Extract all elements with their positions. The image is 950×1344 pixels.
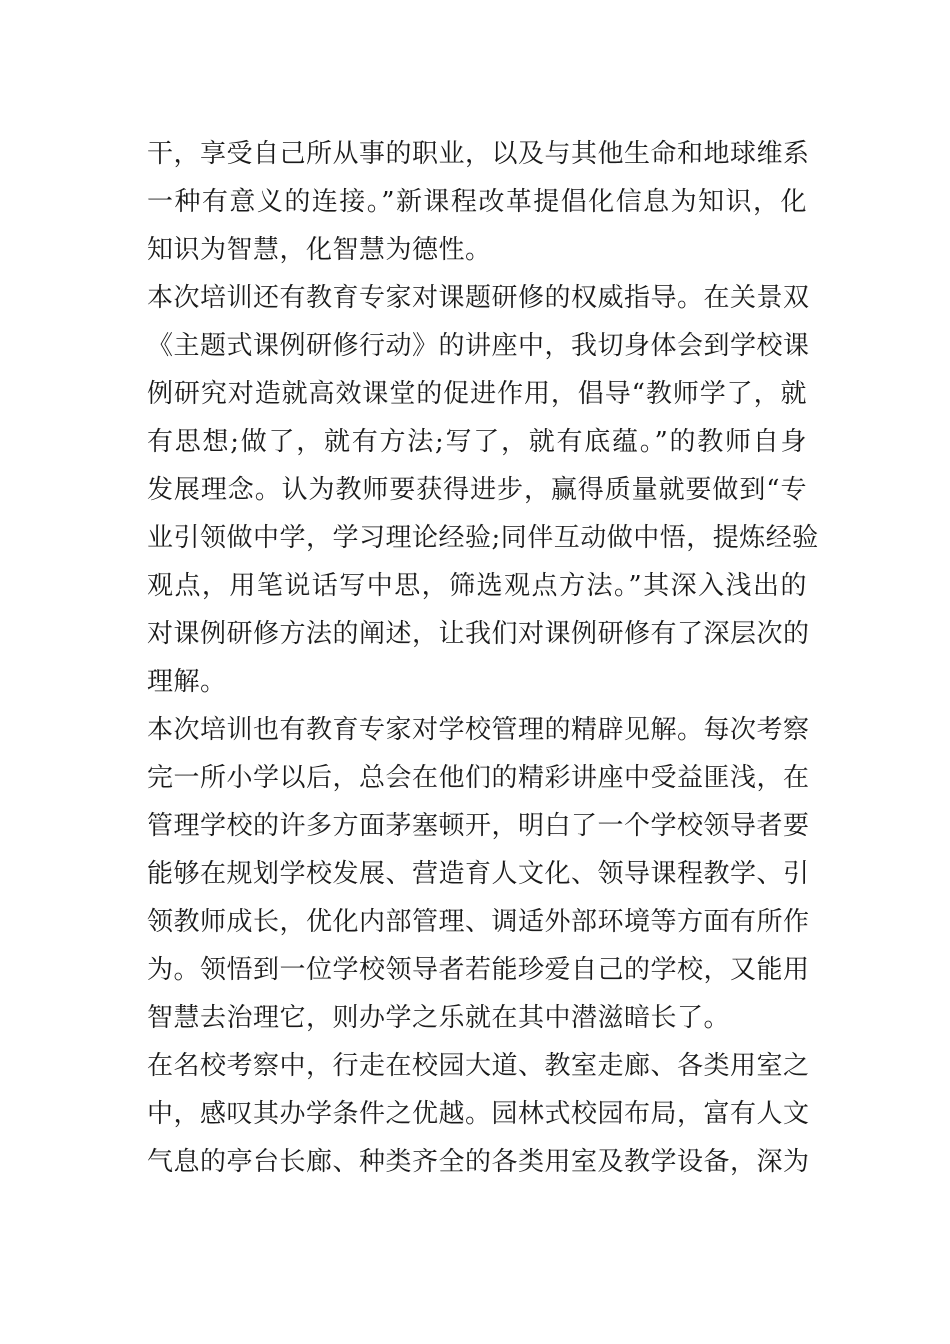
text-line: 管理学校的许多方面茅塞顿开，明白了一个学校领导者要 [147,811,810,841]
text-line: 在名校考察中，行走在校园大道、教室走廊、各类用室之 [147,1051,810,1081]
text-line: 知识为智慧，化智慧为德性。 [147,235,492,265]
text-line: 一种有意义的连接。”新课程改革提倡化信息为知识，化 [147,187,807,217]
text-line: 领教师成长，优化内部管理、调适外部环境等方面有所作 [147,907,810,937]
text-line: 理解。 [147,667,227,697]
text-line: 智慧去治理它，则办学之乐就在其中潜滋暗长了。 [147,1003,731,1033]
paragraph-2 [147,274,819,706]
text-line: 能够在规划学校发展、营造育人文化、领导课程教学、引 [147,859,810,889]
text-line: 本次培训还有教育专家对课题研修的权威指导。在关景双 [147,283,810,313]
text-line: 完一所小学以后，总会在他们的精彩讲座中受益匪浅，在 [147,763,810,793]
text-line: 气息的亭台长廊、种类齐全的各类用室及教学设备，深为 [147,1147,810,1177]
text-line: 中，感叹其办学条件之优越。园林式校园布局，富有人文 [147,1099,810,1129]
text-line: 干，享受自己所从事的职业，以及与其他生命和地球维系 [147,139,810,169]
body-text [147,130,819,1186]
paragraph-3 [147,706,810,1042]
text-line: 《主题式课例研修行动》的讲座中，我切身体会到学校课 [147,331,810,361]
paragraph-4 [147,1042,810,1186]
text-line: 业引领做中学，学习理论经验;同伴互动做中悟，提炼经验 [147,523,819,553]
paragraph-1 [147,130,810,274]
text-line: 例研究对造就高效课堂的促进作用，倡导“教师学了，就 [147,379,807,409]
text-line: 为。领悟到一位学校领导者若能珍爱自己的学校，又能用 [147,955,810,985]
text-line: 观点，用笔说话写中思，筛选观点方法。”其深入浅出的 [147,571,807,601]
text-line: 本次培训也有教育专家对学校管理的精辟见解。每次考察 [147,715,810,745]
text-line: 有思想;做了，就有方法;写了，就有底蕴。”的教师自身 [147,427,807,457]
text-line: 对课例研修方法的阐述，让我们对课例研修有了深层次的 [147,619,810,649]
text-line: 发展理念。认为教师要获得进步，赢得质量就要做到“专 [147,475,807,505]
